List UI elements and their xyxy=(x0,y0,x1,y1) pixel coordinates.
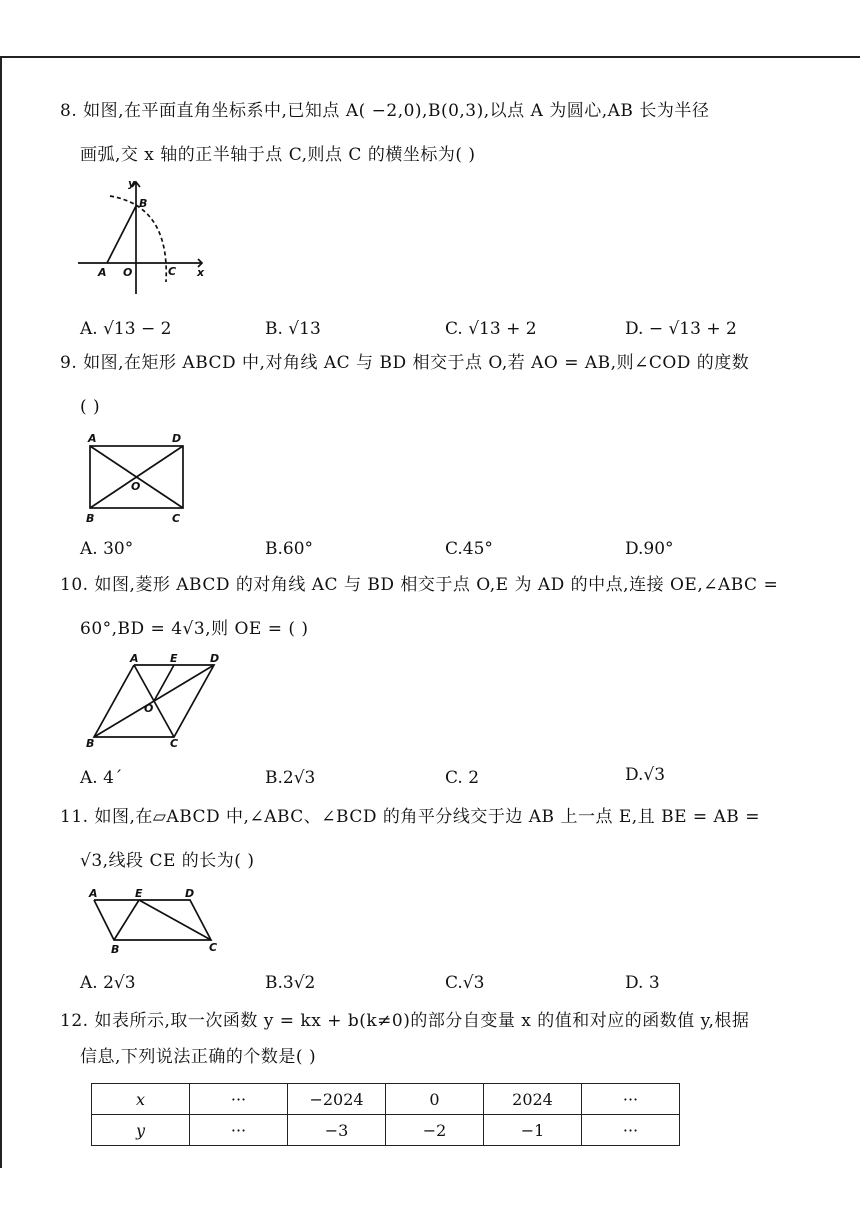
q8-figure xyxy=(70,178,220,298)
q10-stem-line1: 10. 如图,菱形 ABCD 的对角线 AC 与 BD 相交于点 O,E 为 AD 的中点,连接 OE,∠ABC = xyxy=(60,575,779,595)
q9-label-o: O xyxy=(131,480,141,493)
q8-label-a: A xyxy=(98,266,107,279)
q11-figure xyxy=(84,886,234,961)
q11-option-b[interactable]: B.3√2 xyxy=(265,973,316,993)
q9-label-b: B xyxy=(86,512,95,525)
q11-stem-line1: 11. 如图,在▱ABCD 中,∠ABC、∠BCD 的角平分线交于边 AB 上一点 E,且 BE = AB = xyxy=(60,807,760,827)
q8-stem-line1: 8. 如图,在平面直角坐标系中,已知点 A( −2,0),B(0,3),以点 A 为圆心,AB 长为半径 xyxy=(60,101,710,121)
table-cell: ··· xyxy=(190,1115,288,1146)
q11-label-e: E xyxy=(135,887,143,900)
q8-option-d[interactable]: D. − √13 + 2 xyxy=(625,319,737,339)
table-cell: ··· xyxy=(582,1115,680,1146)
q8-label-y: y xyxy=(128,177,136,190)
q10-stem-line2: 60°,BD = 4√3,则 OE = ( ) xyxy=(80,619,309,639)
table-row xyxy=(92,1084,680,1115)
q11-label-d: D xyxy=(185,887,195,900)
q8-label-c: C xyxy=(168,265,177,278)
q11-label-c: C xyxy=(209,941,218,954)
table-cell: −2 xyxy=(386,1115,484,1146)
table-cell: −2024 xyxy=(288,1084,386,1115)
q10-label-b: B xyxy=(86,737,95,750)
q8-option-b[interactable]: B. √13 xyxy=(265,319,321,339)
q10-figure xyxy=(82,652,232,755)
table-cell: ··· xyxy=(582,1084,680,1115)
q11-option-a[interactable]: A. 2√3 xyxy=(80,973,136,993)
q11-segment-be xyxy=(114,900,139,940)
q12-stem-line2: 信息,下列说法正确的个数是( ) xyxy=(80,1047,317,1067)
table-cell: 2024 xyxy=(484,1084,582,1115)
q10-option-b[interactable]: B.2√3 xyxy=(265,768,316,788)
q9-option-a[interactable]: A. 30° xyxy=(80,539,134,559)
q11-label-b: B xyxy=(111,943,120,956)
q8-stem-line2: 画弧,交 x 轴的正半轴于点 C,则点 C 的横坐标为( ) xyxy=(80,145,476,165)
table-cell: x xyxy=(92,1084,190,1115)
q8-label-o: O xyxy=(123,266,133,279)
q12-value-table xyxy=(91,1083,680,1146)
table-cell: ··· xyxy=(190,1084,288,1115)
table-cell: −1 xyxy=(484,1115,582,1146)
q9-stem-line2: ( ) xyxy=(80,397,101,417)
table-cell: y xyxy=(92,1115,190,1146)
q11-option-c[interactable]: C.√3 xyxy=(445,973,485,993)
q11-label-a: A xyxy=(89,887,98,900)
q9-stem-line1: 9. 如图,在矩形 ABCD 中,对角线 AC 与 BD 相交于点 O,若 AO = AB,则∠COD 的度数 xyxy=(60,353,750,373)
q11-parallelogram xyxy=(94,900,211,940)
q8-segment-ab xyxy=(107,206,136,263)
q12-stem-line1: 12. 如表所示,取一次函数 y = kx + b(k≠0)的部分自变量 x 的值和对应的函数值 y,根据 xyxy=(60,1011,750,1031)
q10-label-d: D xyxy=(210,652,220,665)
q9-figure xyxy=(80,428,200,528)
q11-stem-line2: √3,线段 CE 的长为( ) xyxy=(80,851,255,871)
q8-label-x: x xyxy=(197,266,205,279)
q10-label-c: C xyxy=(170,737,179,750)
q10-label-a: A xyxy=(130,652,139,665)
q9-label-d: D xyxy=(172,432,182,445)
q9-option-d[interactable]: D.90° xyxy=(625,539,674,559)
table-cell: 0 xyxy=(386,1084,484,1115)
q9-label-a: A xyxy=(88,432,97,445)
q10-label-o: O xyxy=(144,702,154,715)
q10-option-c[interactable]: C. 2 xyxy=(445,768,480,788)
q10-label-e: E xyxy=(170,652,178,665)
q11-option-d[interactable]: D. 3 xyxy=(625,973,660,993)
q8-label-b: B xyxy=(139,197,148,210)
table-row xyxy=(92,1115,680,1146)
q8-option-a[interactable]: A. √13 − 2 xyxy=(80,319,172,339)
q10-option-d[interactable]: D.√3 xyxy=(625,765,666,785)
q8-option-c[interactable]: C. √13 + 2 xyxy=(445,319,537,339)
q9-label-c: C xyxy=(172,512,181,525)
table-cell: −3 xyxy=(288,1115,386,1146)
q9-option-b[interactable]: B.60° xyxy=(265,539,314,559)
q9-option-c[interactable]: C.45° xyxy=(445,539,493,559)
q10-option-a[interactable]: A. 4ˊ xyxy=(80,768,123,788)
